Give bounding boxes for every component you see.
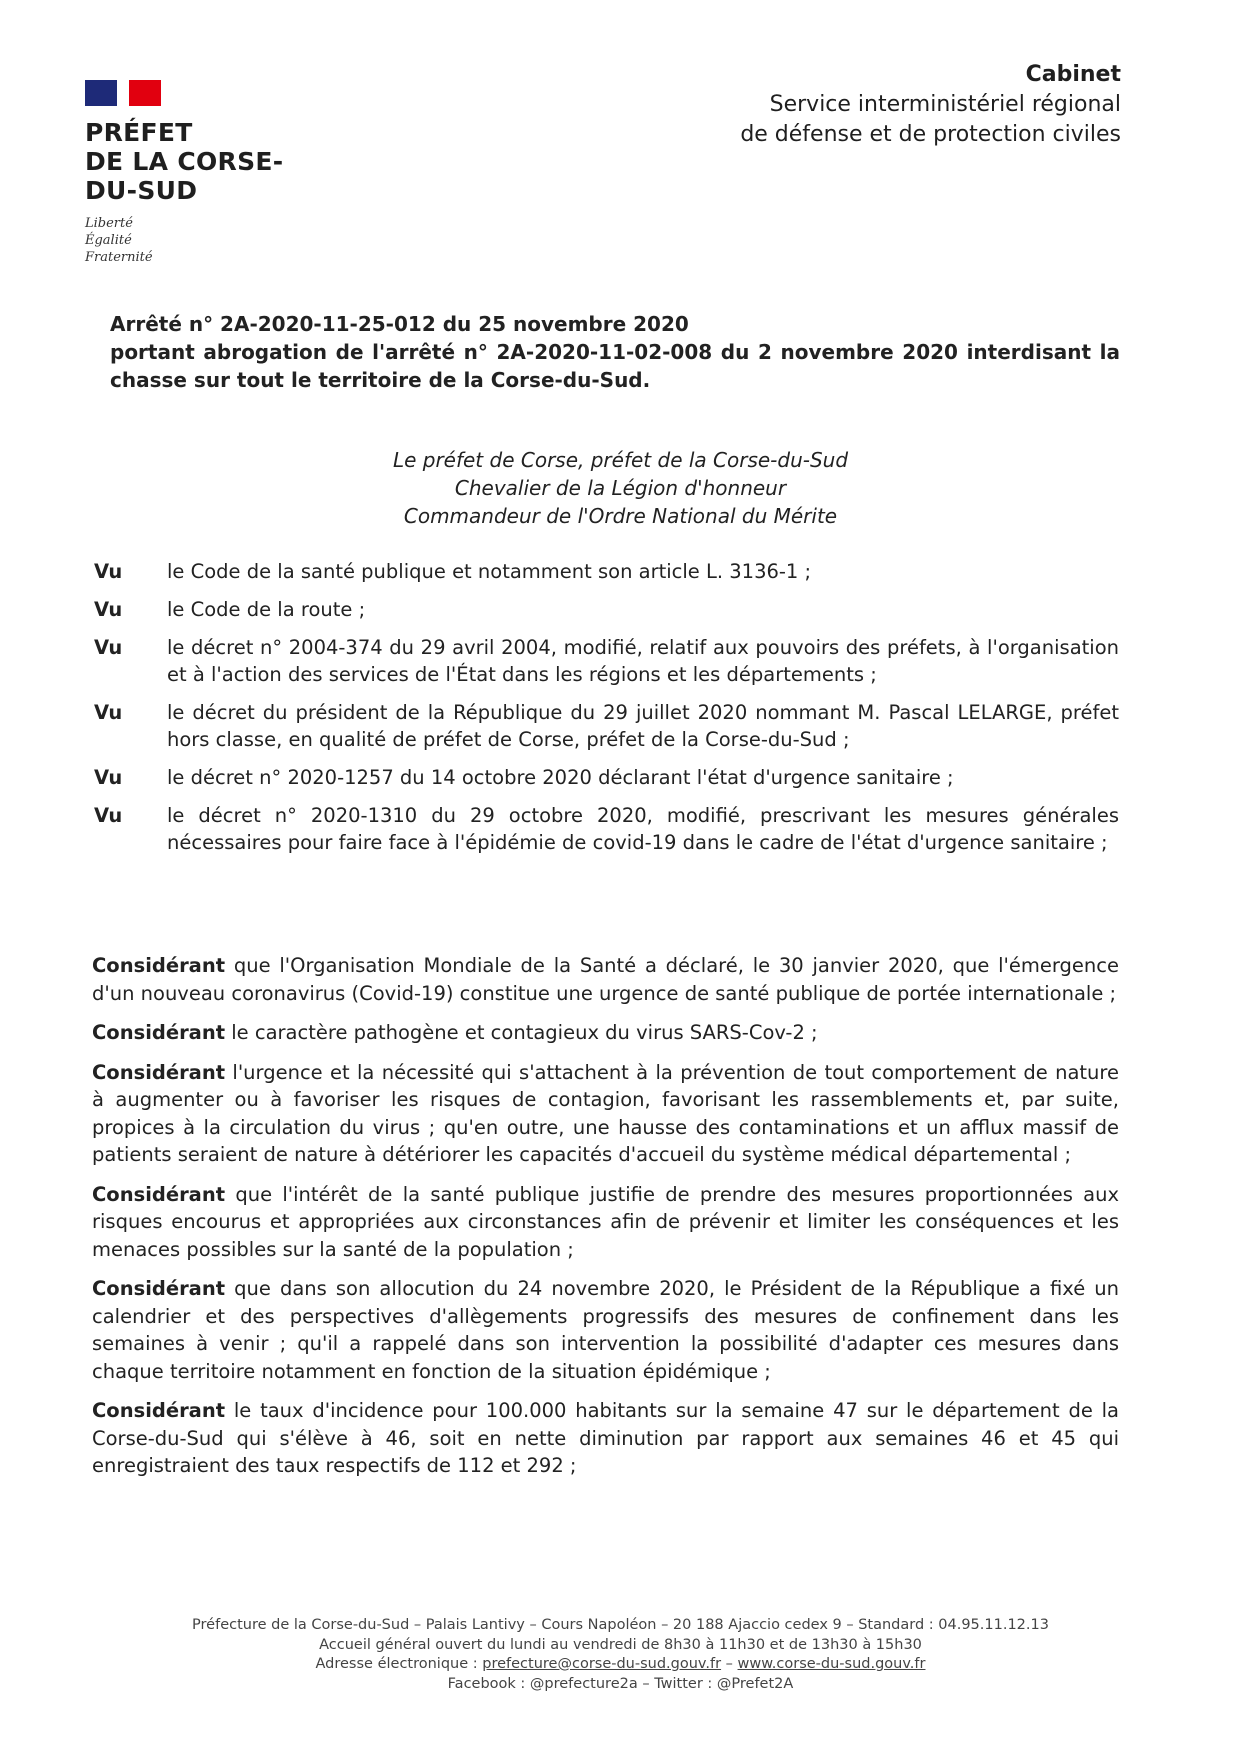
service-line-2: Service interministériel régional: [769, 92, 1121, 117]
considerant-item: [92, 1181, 1119, 1264]
considerant-item: [92, 952, 1119, 1007]
vu-text: le décret n° 2020-1257 du 14 octobre 2020 déclarant l'état d'urgence sanitaire ;: [167, 766, 954, 789]
republic-motto: [85, 215, 305, 266]
considerant-text: que dans son allocution du 24 novembre 2020, le Président de la République a fixé un calendrier et des perspectives d'allègements progressifs des mesures de confinement dans les semaines à venir ; qu'il a rappelé dans son intervention la possibilité d'adapter ces mesures dans chaque territoire notamment en fonction de la situation épidémique ;: [92, 1277, 1120, 1383]
authority-line-1: Le préfet de Corse, préfet de la Corse-du-Sud: [392, 448, 849, 472]
prefet-line-3: DU-SUD: [85, 176, 198, 205]
service-cabinet: Cabinet: [1025, 62, 1121, 87]
considerant-text: l'urgence et la nécessité qui s'attachent à la prévention de tout comportement de nature à augmenter ou à favoriser les risques de contagion, favorisant les rassemblements et, par suite, propices à la circulation du virus ; qu'en outre, une hausse des contaminations et un afflux massif de patients seraient de nature à détériorer les capacités d'accueil du système médical départemental ;: [92, 1060, 1119, 1166]
footer-hours: Accueil général ouvert du lundi au vendredi de 8h30 à 11h30 et de 13h30 à 15h30: [319, 1636, 922, 1653]
footer-social: Facebook : @prefecture2a – Twitter : @Prefet2A: [447, 1675, 794, 1692]
vu-text: le décret n° 2004-374 du 29 avril 2004, modifié, relatif aux pouvoirs des préfets, à l'organisation et à l'action des services de l'État dans les régions et les départements ;: [167, 636, 1119, 686]
french-flag-icon: [85, 80, 161, 106]
authority-line-2: Chevalier de la Légion d'honneur: [454, 476, 787, 500]
vu-item: [94, 558, 1119, 585]
vu-item: [94, 802, 1119, 856]
prefet-line-1: PRÉFET: [85, 118, 193, 147]
footer-website-link[interactable]: www.corse-du-sud.gouv.fr: [737, 1656, 926, 1672]
considerant-item: [92, 1275, 1119, 1385]
vu-text: le décret n° 2020-1310 du 29 octobre 2020, modifié, prescrivant les mesures générales nécessaires pour faire face à l'épidémie de covid-19 dans le cadre de l'état d'urgence sanitaire ;: [167, 804, 1119, 854]
vu-label: Vu: [94, 766, 123, 789]
footer-separator: –: [725, 1656, 733, 1672]
flag-white-band: [117, 80, 129, 106]
footer-email-label: Adresse électronique :: [315, 1656, 478, 1672]
vu-text: le Code de la santé publique et notamment son article L. 3136-1 ;: [167, 560, 812, 583]
considerant-item: [92, 1059, 1119, 1169]
vu-item: [94, 764, 1119, 791]
motto-fraternite: Fraternité: [85, 250, 153, 265]
considerant-label: Considérant: [92, 1021, 226, 1044]
considerant-label: Considérant: [92, 1060, 226, 1084]
flag-blue-band: [85, 80, 117, 106]
vu-list: [94, 558, 1119, 867]
considerant-label: Considérant: [92, 1277, 226, 1300]
service-heading: [740, 60, 1121, 150]
vu-item: [94, 699, 1119, 753]
vu-label: Vu: [94, 701, 123, 724]
considerant-item: [92, 1019, 1119, 1047]
prefet-line-2: DE LA CORSE-: [85, 147, 284, 176]
flag-red-band: [129, 80, 161, 106]
considerant-text: le caractère pathogène et contagieux du virus SARS-Cov-2 ;: [231, 1021, 818, 1044]
arrete-title: [110, 310, 1120, 394]
vu-label: Vu: [94, 636, 123, 659]
page-footer: [0, 1616, 1241, 1694]
vu-text: le décret du président de la République du 29 juillet 2020 nommant M. Pascal LELARGE, préfet hors classe, en qualité de préfet de Corse, préfet de la Corse-du-Sud ;: [167, 701, 1119, 751]
motto-liberte: Liberté: [85, 216, 133, 231]
considerant-text: que l'Organisation Mondiale de la Santé a déclaré, le 30 janvier 2020, que l'émergence d'un nouveau coronavirus (Covid-19) constitue une urgence de santé publique de portée internationale ;: [92, 954, 1119, 1005]
vu-label: Vu: [94, 560, 123, 583]
service-line-3: de défense et de protection civiles: [740, 122, 1121, 147]
footer-contact: [0, 1655, 1241, 1675]
considerant-text: que l'intérêt de la santé publique justifie de prendre des mesures proportionnées aux risques encourus et appropriées aux circonstances afin de prévenir et limiter les conséquences et les menaces possibles sur la santé de la population ;: [92, 1182, 1119, 1261]
considerant-label: Considérant: [92, 1182, 226, 1206]
vu-item: [94, 596, 1119, 623]
considerant-text: le taux d'incidence pour 100.000 habitants sur la semaine 47 sur le département de la Corse-du-Sud qui s'élève à 46, soit en nette diminution par rapport aux semaines 46 et 45 qui enregistraient des taux respectifs de 112 et 292 ;: [92, 1399, 1119, 1477]
considerant-label: Considérant: [92, 954, 226, 977]
considerant-item: [92, 1397, 1119, 1480]
arrete-subject: portant abrogation de l'arrêté n° 2A-2020-11-02-008 du 2 novembre 2020 interdisant la chasse sur tout le territoire de la Corse-du-Sud.: [110, 340, 1120, 392]
prefecture-logo: [85, 80, 305, 266]
motto-egalite: Égalité: [85, 233, 132, 248]
prefet-name: [85, 118, 305, 205]
authority-block: [0, 446, 1241, 530]
footer-email-link[interactable]: prefecture@corse-du-sud.gouv.fr: [482, 1656, 722, 1672]
arrete-number: Arrêté n° 2A-2020-11-25-012 du 25 novembre 2020: [110, 312, 689, 336]
vu-label: Vu: [94, 804, 123, 827]
authority-line-3: Commandeur de l'Ordre National du Mérite: [403, 504, 838, 528]
vu-text: le Code de la route ;: [167, 598, 366, 621]
vu-item: [94, 634, 1119, 688]
considerant-label: Considérant: [92, 1399, 226, 1422]
footer-address: Préfecture de la Corse-du-Sud – Palais Lantivy – Cours Napoléon – 20 188 Ajaccio cedex 9 – Standard : 04.95.11.12.13: [192, 1617, 1049, 1633]
vu-label: Vu: [94, 598, 123, 621]
considerant-list: [92, 952, 1119, 1492]
